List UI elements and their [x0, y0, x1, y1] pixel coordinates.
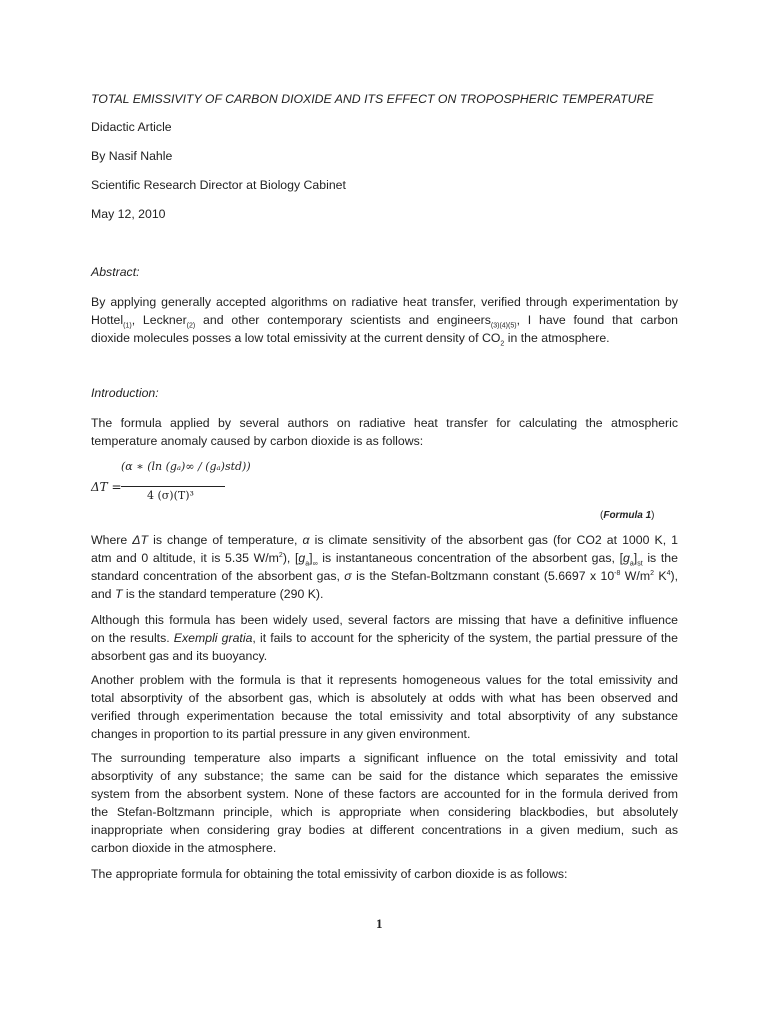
formula-1 [91, 460, 291, 510]
affiliation-line: Scientific Research Director at Biology Cabinet [91, 178, 346, 192]
article-type: Didactic Article [91, 120, 172, 134]
formula-label: (Formula 1) [600, 510, 655, 521]
formula-lhs: ΔT = [91, 480, 122, 494]
missing-factors-paragraph: Although this formula has been widely used, several factors are missing that have a definitive influence on the results. Exempli gratia, it fails to account for the sphericity of the system, the partial pressure of the absorbent gas and its buoyancy. [91, 613, 678, 663]
where-paragraph: Where ΔT is change of temperature, α is climate sensitivity of the absorbent gas (for CO2 at 1000 K, 1 atm and 0 altitude, it is 5.35 $W/m^2$), $[g_a]_\infty$ is instantaneous concentration of the absorbent gas, $[g_a]_{st}$ is the standard concentration of the absorbent gas, σ is the Stefan-Boltzmann constant (5.6697 x $10^{-8}$ $W/m^2$ $K^4$), and T is the standard temperature (290 K). [91, 533, 679, 601]
fraction-bar [121, 486, 225, 487]
surrounding-temperature-paragraph: The surrounding temperature also imparts a significant influence on the total emissivity and total absorptivity of any substance; the same can be said for the distance which separates the emissive system from the absorbent system. None of these factors are accounted for in the formula derived from the Stefan-Boltzmann principle, which is appropriate when considering blackbodies, but absolutely inappropriate when considering gray bodies at different concentrations in a given medium, such as carbon dioxide in the atmosphere. [91, 751, 678, 855]
date-line: May 12, 2010 [91, 207, 166, 221]
formula-numerator: (α ∗ (ln (gₐ)∞ / (gₐ)std)) [121, 460, 251, 473]
abstract-paragraph: By applying generally accepted algorithms on radiative heat transfer, verified through experimentation by Hottel$_{(1)}$, Leckner$_{(2)}$ and other contemporary scientists and engineers$_{(3)(4)(5)}$, I have found that carbon dioxide molecules posses a low total emissivity at the current density of $CO_2$ in the atmosphere. [91, 295, 678, 348]
another-problem-paragraph: Another problem with the formula is that it represents homogeneous values for the total emissivity and total absorptivity of the absorbent gas, which is absolutely at odds with what has been observed and verified through experimentation because the total emissivity and total absorptivity of any substance changes in proportion to its partial pressure in any given environment. [91, 673, 678, 741]
introduction-heading: Introduction: [91, 386, 159, 400]
intro-paragraph: The formula applied by several authors on radiative heat transfer for calculating the atmospheric temperature anomaly caused by carbon dioxide is as follows: [91, 416, 678, 448]
page-number: 1 [376, 916, 383, 931]
abstract-heading: Abstract: [91, 265, 140, 279]
author-line: By Nasif Nahle [91, 149, 173, 163]
formula-denominator: 4 (σ)(T)³ [147, 489, 194, 502]
document-title: TOTAL EMISSIVITY OF CARBON DIOXIDE AND ITS EFFECT ON TROPOSPHERIC TEMPERATURE [91, 92, 654, 106]
appropriate-formula-line: The appropriate formula for obtaining the total emissivity of carbon dioxide is as follows: [91, 867, 568, 881]
